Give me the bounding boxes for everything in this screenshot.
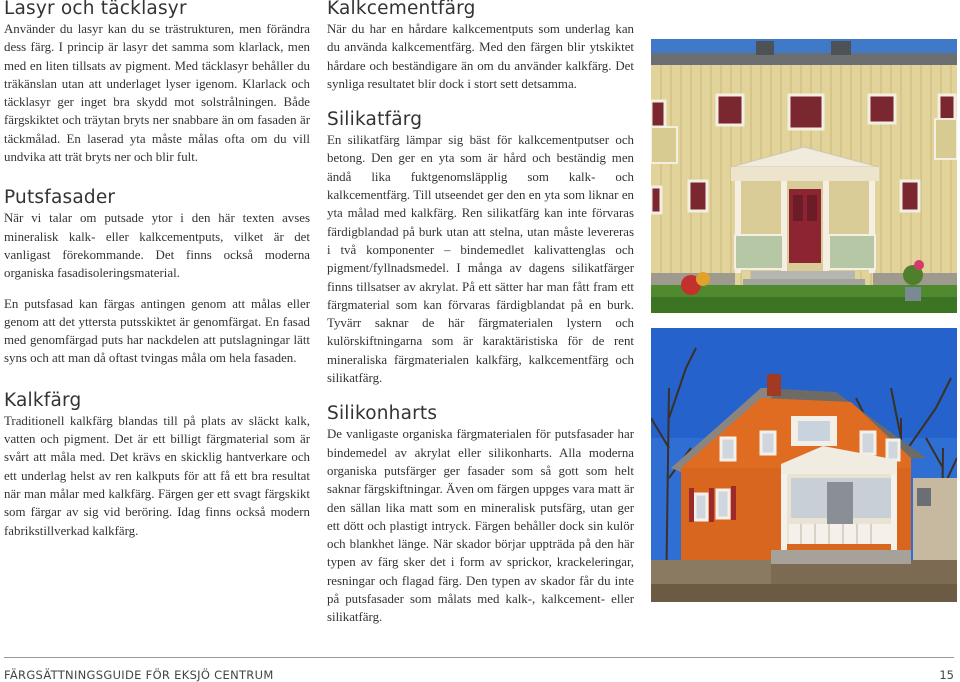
photo-yellow-wooden-house (651, 39, 957, 313)
paragraph-putsfasader-2: En putsfasad kan färgas antingen genom att målas eller genom att det yttersta putsskiktet är genomfärgat. En fasad med genomfärgad puts har nackdelen att putslagningar lätt syns och att man då oftast tvingas måla om hela fasaden. (4, 296, 310, 366)
paragraph-putsfasader-1: När vi talar om putsade ytor i den här texten avses mineralisk kalk- eller kalkcementputs, vilket är det vanligast förekommande. Det finns också moderna organiska fasadisoleringsmaterial. (4, 211, 310, 281)
paragraph-silikonharts: De vanligaste organiska färgmaterialen för putsfasader har bindemedel av akrylat eller silikonharts. Alla moderna organiska putsfärger ger fasader som så gott som helt saknar färgskiftningar. Även om färgen uppges vara matt är den sällan lika matt som en mineralisk putsfärg, utan ger ett dött och plastigt intryck. Färgen behåller dock sin kulör och blankhet länge. När skador börjar uppträda på den här typen av färg sker det i form av sprickor, krackeleringar, resningar och flagad färg. Den typen av skador får du inte på putsfasader som målats med kalk-, kalkcement- eller silikatfärg. (327, 427, 635, 625)
heading-kalkfarg: Kalkfärg (4, 389, 82, 411)
heading-silikatfarg: Silikatfärg (327, 109, 423, 131)
paragraph-lasyr: Använder du lasyr kan du se trästrukturen, men förändra dess färg. I princip är lasyr det samma som klarlack, men med en liten tillsats av pigment. Med täcklasyr behåller du träkänslan utan att underlaget lyser igenom. Klarlack och täcklasyr ger inget bra skydd mot solstrålningen. Både färgskiktet och träytan bryts ner snabbare än om fasaden är täckmålad. En laserad yta måste målas ofta om du vill undvika att trät bryts ner och blir fult. (4, 22, 310, 165)
heading-silikonharts: Silikonharts (327, 403, 438, 425)
page-number: 15 (939, 668, 954, 682)
heading-kalkcementfarg: Kalkcementfärg (327, 0, 476, 19)
middle-column (327, 0, 634, 627)
photo-orange-plastered-house (651, 328, 957, 602)
footer-title: FÄRGSÄTTNINGSGUIDE FÖR EKSJÖ CENTRUM (4, 668, 274, 682)
heading-lasyr: Lasyr och täcklasyr (4, 0, 187, 19)
left-column (4, 0, 310, 540)
page-footer (4, 657, 954, 682)
paragraph-kalkfarg: Traditionell kalkfärg blandas till på plats av släckt kalk, vatten och pigment. Det är ett billigt färgmaterial som är svårt att måla med. Det krävs en skicklig hantverkare och ett underlag helst av ren kalkputs för att få ett bra resultat när man målar med kalkfärg. Färgen ger ett svagt färgskikt som färgar av sig vid beröring. Idag finns också modern fabrikstillverkad kalkfärg. (4, 413, 310, 538)
paragraph-kalkcementfarg: När du har en hårdare kalkcementputs som underlag kan du använda kalkcementfärg. Med den färgen blir ytskiktet hårdare och beständigare än om du använder kalkfärg. Det synliga resultatet blir dock i stort sett detsamma. (327, 22, 634, 91)
paragraph-silikatfarg: En silikatfärg lämpar sig bäst för kalkcementputser och betong. Den ger en yta som är hård och beständig men ändå lika fuktgenomsläpplig som kalk- och kalkcementfärg. Till utseendet ger den en yta som liknar en yta målad med kalkfärg. Ren silikatfärg kan inte förvaras färdigblandad på burk utan att stelna, utan måste levereras i två komponenter – bindemedlet kalivattenglas och pigment/fyllnadsmedel. I många av dagens silikatfärger finns tillsatser av akrylat. På ett sätter har man fått fram ett färgmaterial som kan förvaras färdigblandat på en burk. Tyvärr saknar de här färgmaterialen lystern och kulörskiftningarna som är karaktäristiska för de rent mineraliska färgmaterialen kalkfärg, kalkcementfärg och silikatfärg. (327, 133, 634, 386)
heading-putsfasader: Putsfasader (4, 187, 116, 209)
